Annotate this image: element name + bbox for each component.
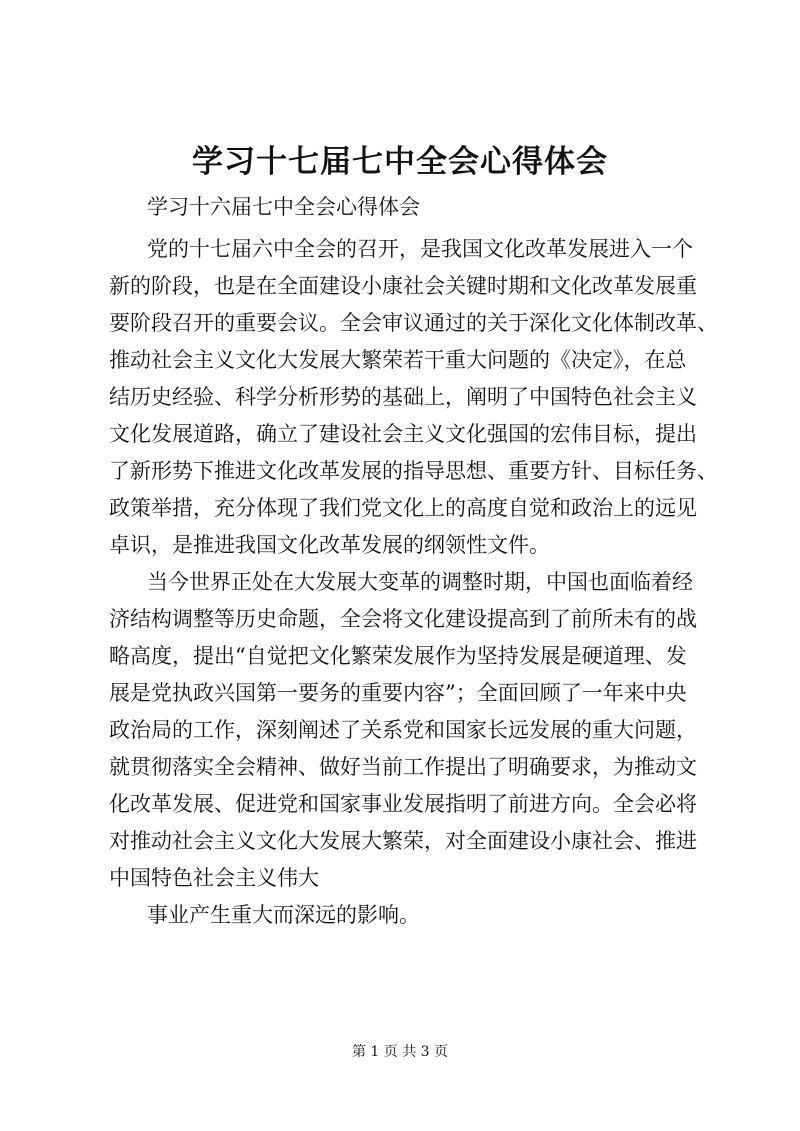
paragraph-line: 当今世界正处在大发展大变革的调整时期，中国也面临着经: [147, 570, 693, 594]
paragraph-line: 中国特色社会主义伟大: [109, 866, 319, 890]
paragraph-line: 对推动社会主义文化大发展大繁荣，对全面建设小康社会、推进: [109, 829, 697, 853]
paragraph-line: 略高度，提出“自觉把文化繁荣发展作为坚持发展是硬道理、发: [109, 644, 687, 668]
paragraph-line: 事业产生重大而深远的影响。: [147, 903, 420, 927]
paragraph-line: 展是党执政兴国第一要务的重要内容”；全面回顾了一年来中央: [109, 681, 687, 705]
paragraph-line: 文化发展道路，确立了建设社会主义文化强国的宏伟目标，提出: [109, 422, 697, 446]
page-title: 学习十七届七中全会心得体会: [192, 144, 608, 180]
paragraph-line: 化改革发展、促进党和国家事业发展指明了前进方向。全会必将: [109, 792, 697, 816]
paragraph-line: 政策举措，充分体现了我们党文化上的高度自觉和政治上的远见: [109, 496, 697, 520]
paragraph-line: 新的阶段，也是在全面建设小康社会关键时期和文化改革发展重: [109, 274, 697, 298]
paragraph-line: 结历史经验、科学分析形势的基础上，阐明了中国特色社会主义: [109, 385, 697, 409]
paragraph-line: 党的十七届六中全会的召开，是我国文化改革发展进入一个: [147, 237, 693, 261]
paragraph-line: 政治局的工作，深刻阐述了关系党和国家长远发展的重大问题，: [109, 718, 697, 742]
paragraph-line: 推动社会主义文化大发展大繁荣若干重大问题的《决定》，在总: [109, 348, 687, 372]
page-number-footer: 第 1 页 共 3 页: [351, 1044, 449, 1060]
paragraph-line: 卓识，是推进我国文化改革发展的纲领性文件。: [109, 533, 550, 557]
paragraph-line: 就贯彻落实全会精神、做好当前工作提出了明确要求，为推动文: [109, 755, 697, 779]
paragraph-line: 要阶段召开的重要会议。全会审议通过的关于深化文化体制改革、: [109, 311, 718, 335]
paragraph-line: 了新形势下推进文化改革发展的指导思想、重要方针、目标任务、: [109, 459, 718, 483]
paragraph-line: 济结构调整等历史命题，全会将文化建设提高到了前所未有的战: [109, 607, 697, 631]
document-subtitle: 学习十六届七中全会心得体会: [147, 195, 420, 219]
